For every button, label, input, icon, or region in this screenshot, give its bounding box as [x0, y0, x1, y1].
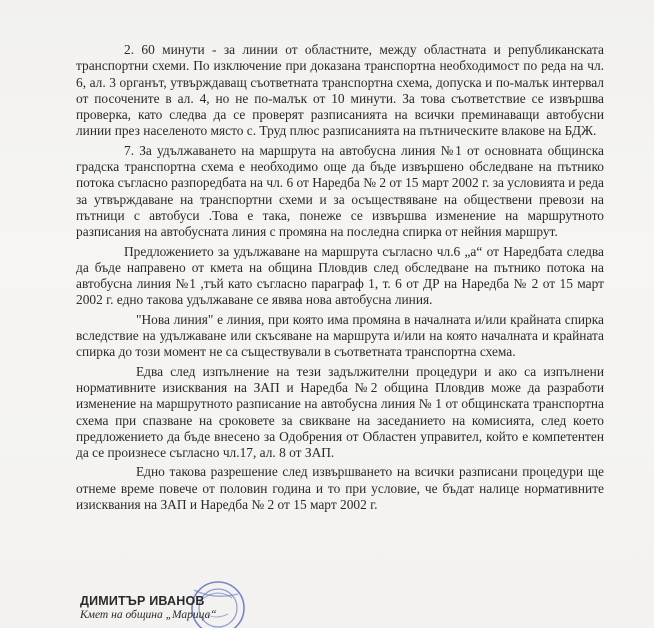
paragraph-proposal: Предложението за удължаване на маршрута съгласно чл.6 „а“ от Наредбата следва да бъде направено от кмета на община Пловдив след обследване на пътнико потока на автобусна линия №1 ,тъй като съгласно параграф 1, т. 6 от ДР на Наредба № 2 от 15 март 2002 г. едно такова удължаване се явява нова автобусна линия.	[76, 243, 604, 308]
signer-name: ДИМИТЪР ИВАНОВ	[80, 594, 205, 608]
signature-block	[80, 594, 380, 621]
paragraph-new-line-definition: "Нова линия" е линия, при която има промяна в началната и/или крайната спирка вследствие на удължаване или скъсяване на маршрута и/или на която началната и крайната спирка до този момент не са съществували в съответната транспортна схема.	[76, 311, 604, 360]
paragraph-item-7: 7. За удължаването на маршрута на автобусна линия №1 от основната общинска градска транспортна схема е необходимо още да бъде извършено обследване на пътнико потока съгласно разпоредбата на чл. 6 от Наредба № 2 от 15 март 2002 г. за условията и реда за утвърждаване на транспортни схеми и за осъществяване на обществени превози на пътници с автобуси .Това е така, понеже се извършва изменение на маршрутното разписания на автобусната линия с промяна на последна спирка от нейния маршрут.	[76, 142, 604, 240]
paragraph-conclusion: Едно такова разрешение след извършването на всички разписани процедури ще отнеме време повече от половин година и то при условие, че бъдат налице нормативните изисквания на ЗАП и Наредба № 2 от 15 март 2002 г.	[76, 464, 604, 513]
signer-title: Кмет на община „Марица“	[80, 609, 217, 621]
letter-body	[76, 42, 604, 513]
paragraph-intervals: 2. 60 минути - за линии от областните, между областната и републиканската транспортни схеми. По изключение при доказана транспортна необходимост по реда на чл. 6, ал. 3 органът, утвърждаващ съответната транспортна схема, допуска и по-малък интервал от посочените в ал. 4, но не по-малък от 10 минути. За това съответствие се извършва проверка, като следва да се проверят разписанията на всички преминаващи автобусни линии през населеното място с. Труд плюс разписанията на пътническите влакове на БДЖ.	[76, 42, 604, 139]
paragraph-procedures: Едва след изпълнение на тези задължителни процедури и ако са изпълнени нормативните изисквания на ЗАП и Наредба №2 община Пловдив може да разработи изменение на маршрутното разписание на автобусна линия № 1 от общинската транспортна схема при спазване на сроковете за свикване на заседанието на комисията, след което предложението да бъде внесено за Одобрения от Областен управител, който е компетентен да се произнесе съгласно чл.17, ал. 8 от ЗАП.	[76, 363, 604, 461]
